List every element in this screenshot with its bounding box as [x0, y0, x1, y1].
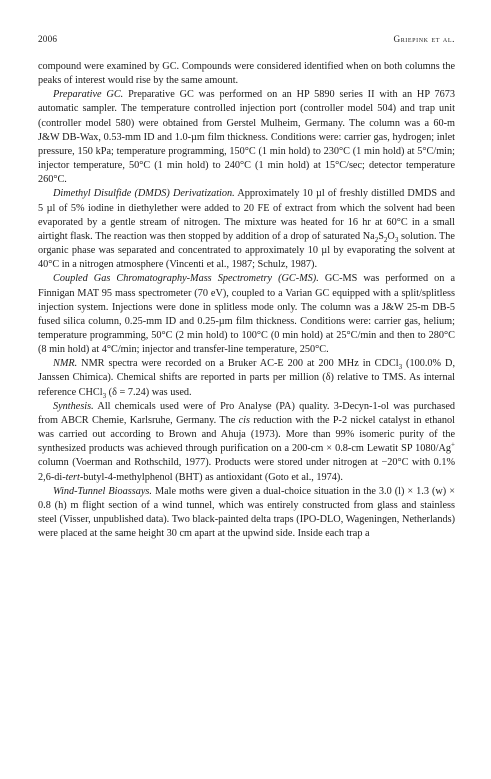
subscript: 3 — [398, 363, 403, 372]
paragraph-text: reduction with the P-2 nickel catalyst in ethanol was carried out according to Brown and Ahuja (1973). More than 99% isomeric purity of the synthesized products was achieved through purification on a 200-cm × 0.8-cm Lewatit SP 1080/Ag — [38, 414, 455, 455]
paragraph-nmr — [38, 357, 455, 399]
paragraph-preparative-gc — [38, 88, 455, 187]
section-heading: NMR. — [53, 358, 78, 370]
subscript: 3 — [102, 391, 107, 400]
paragraph-continuation — [38, 60, 455, 88]
paragraph-text: compound were examined by GC. Compounds were considered identified when on both columns the peaks of interest would rise by the same amount. — [38, 61, 455, 87]
paragraph-text: NMR spectra were recorded on a Bruker AC-E 200 at 200 MHz in CDCl — [77, 358, 399, 370]
superscript: + — [451, 440, 455, 449]
paragraph-text: All chemicals used were of Pro Analyse (PA) quality. 3-Decyn-1-ol was purchased from ABCR Chemie, Karlsruhe, Germany. The — [38, 400, 455, 426]
paragraph-text: S — [378, 230, 384, 242]
subscript: 3 — [394, 235, 399, 244]
running-head — [38, 34, 455, 44]
italic-term: tert — [65, 471, 80, 483]
paragraph-text: (100.0% D, Janssen Chimica). Chemical shifts are reported in parts per million (δ) relative to TMS. As internal reference CHCl — [38, 358, 456, 398]
paragraph-text: column (Voerman and Rothschild, 1977). Products were stored under nitrogen at −20°C with 0.1% 2,6-di- — [38, 457, 455, 483]
paragraph-text: -butyl-4-methylphenol (BHT) as antioxidant (Goto et al., 1974). — [79, 471, 343, 483]
section-heading: Coupled Gas Chromatography-Mass Spectrometry (GC-MS). — [53, 273, 319, 285]
body-text — [38, 60, 455, 541]
paragraph-text: O — [387, 230, 395, 242]
paragraph-gc-ms — [38, 272, 455, 357]
paragraph-text: Approximately 10 µl of freshly distilled DMDS and 5 µl of 5% iodine in diethylether were added to 20 FE of extract from which the solvent had been evaporated by a gentle stream of nitrogen. The mixture was heated for 16 hr at 60°C in a small airtight flask. The reaction was then stopped by addition of a drop of saturated Na — [38, 188, 455, 242]
paragraph-wind-tunnel — [38, 485, 455, 542]
paragraph-synthesis — [38, 400, 455, 485]
paragraph-text: Male moths were given a dual-choice situation in the 3.0 (l) × 1.3 (w) × 0.8 (h) m flight section of a wind tunnel, which was entirely constructed from glass and stainless steel (Visser, unpublished data). Two black-painted delta traps (IPO-DLO, Wageningen, Netherlands) were placed at the same height 30 cm apart at the upwind side. Inside each trap a — [38, 485, 455, 540]
section-heading: Synthesis. — [53, 400, 94, 412]
paragraph-text: GC-MS was performed on a Finnigan MAT 95 mass spectrometer (70 eV), coupled to a Varian GC equipped with a split/splitless injection system. Injections were done in splitless mode only. The column was a J&W 25-m DB-5 fused silica column, 0.25-mm ID and 0.25-µm film thickness. Conditions were: carrier gas, helium; temperature programming, 50°C (2 min hold) to 100°C (0 min hold) at 25°C/min and then to 280°C (8 min hold) at 4°C/min; injector and transfer-line temperature, 250°C. — [38, 273, 455, 356]
section-heading: Dimethyl Disulfide (DMDS) Derivatization. — [53, 188, 235, 200]
section-heading: Wind-Tunnel Bioassays. — [53, 485, 152, 497]
paragraph-text: (δ = 7.24) was used. — [106, 386, 192, 398]
subscript: 2 — [383, 235, 388, 244]
paragraph-text: Preparative GC was performed on an HP 5890 series II with an HP 7673 automatic sampler. The temperature controlled injection port (controller model 504) and trap unit (controller model 580) were obtained from Gerstel Mulheim, Germany. The column was a 60-m J&W DB-Wax, 0.53-mm ID and 1.0-µm film thickness. Conditions were: carrier gas, hydrogen; inlet pressure, 150 kPa; temperature programming, 150°C (1 min hold) to 230°C (1 min hold) at 5°C/min; injector temperature, 50°C (1 min hold) to 240°C (1 min hold) at 15°C/sec; detector temperature 260°C. — [38, 89, 455, 186]
subscript: 2 — [374, 235, 379, 244]
section-heading: Preparative GC. — [53, 89, 124, 101]
paragraph-dmds-derivatization — [38, 187, 455, 272]
page-number: 2006 — [38, 34, 58, 44]
paragraph-text: solution. The organic phase was separated and concentrated to approximately 10 µl by evaporating the solvent at 40°C in a nitrogen atmosphere (Vincenti et al., 1987; Schulz, 1987). — [38, 230, 455, 271]
running-head-authors: Griepink et al. — [393, 34, 455, 44]
italic-term: cis — [238, 414, 250, 426]
